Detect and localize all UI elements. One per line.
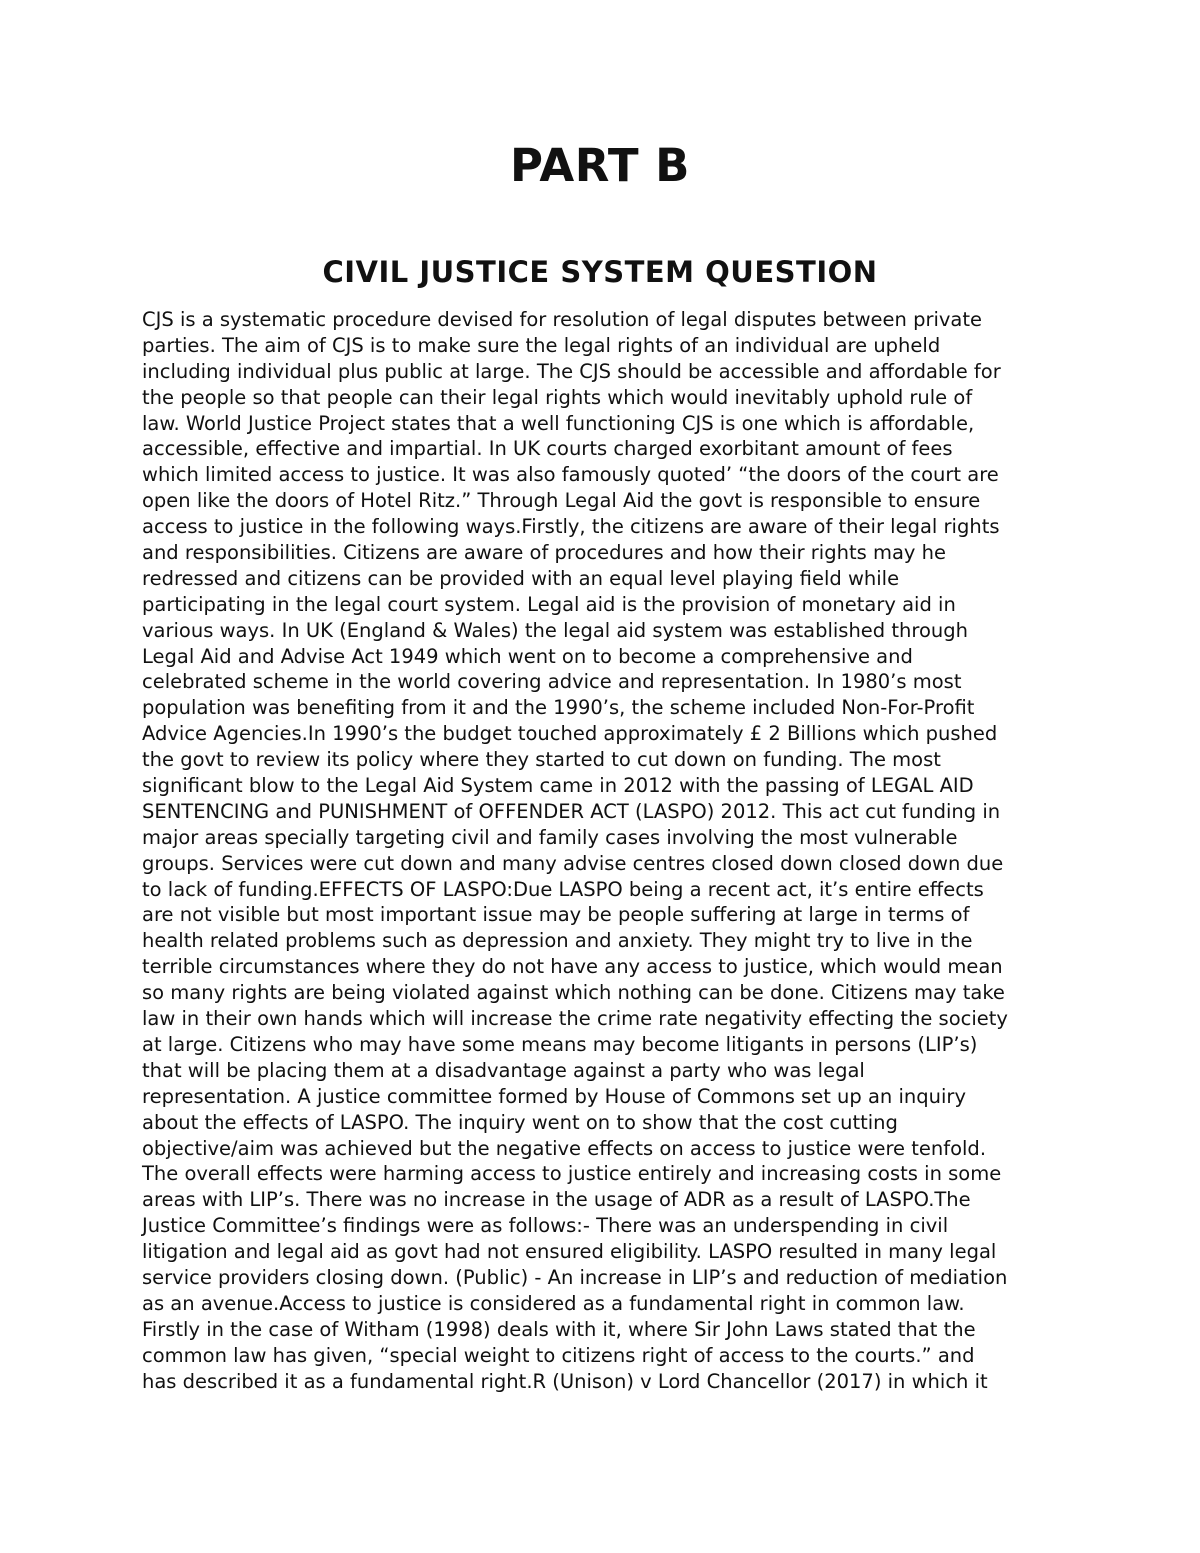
text-line: redressed and citizens can be provided with an equal level playing field while [142,566,900,590]
text-line: The overall effects were harming access to justice entirely and increasing costs in some [142,1162,1002,1186]
text-line: parties. The aim of CJS is to make sure the legal rights of an individual are upheld [142,333,941,357]
text-line: CJS is a systematic procedure devised for resolution of legal disputes between private [142,308,983,331]
text-line: accessible, effective and impartial. In UK courts charged exorbitant amount of fees [142,437,953,461]
text-line: population was benefiting from it and the 1990’s, the scheme included Non-For-Profit [142,696,975,720]
text-line: health related problems such as depression and anxiety. They might try to live in the [142,929,973,953]
body-paragraph [142,307,1082,1394]
text-line: major areas specially targeting civil and family cases involving the most vulnerable [142,825,958,849]
text-line: at large. Citizens who may have some means may become litigants in persons (LIP’s) [142,1032,978,1056]
text-line: so many rights are being violated against which nothing can be done. Citizens may take [142,981,1005,1005]
text-line: the govt to review its policy where they started to cut down on funding. The most [142,748,941,772]
text-line: objective/aim was achieved but the negative effects on access to justice were tenfold. [142,1136,987,1160]
text-line: access to justice in the following ways.Firstly, the citizens are aware of their legal rights [142,515,1000,539]
text-line: law. World Justice Project states that a well functioning CJS is one which is affordable, [142,411,975,435]
text-line: SENTENCING and PUNISHMENT of OFFENDER ACT (LASPO) 2012. This act cut funding in [142,799,1001,823]
text-line: about the effects of LASPO. The inquiry went on to show that the cost cutting [142,1110,898,1134]
text-line: representation. A justice committee formed by House of Commons set up an inquiry [142,1084,966,1108]
text-line: Justice Committee’s findings were as follows:- There was an underspending in civil [142,1214,949,1238]
part-title: PART B [510,139,690,192]
text-line: Advice Agencies.In 1990’s the budget touched approximately £ 2 Billions which pushed [142,722,998,746]
text-line: various ways. In UK (England & Wales) the legal aid system was established through [142,618,968,642]
text-line: including individual plus public at large. The CJS should be accessible and affordable for [142,359,1001,383]
text-line: that will be placing them at a disadvantage against a party who was legal [142,1058,865,1082]
section-title: CIVIL JUSTICE SYSTEM QUESTION [322,255,878,289]
text-line: open like the doors of Hotel Ritz.” Through Legal Aid the govt is responsible to ensure [142,489,981,513]
text-line: which limited access to justice. It was also famously quoted’ “the doors of the court are [142,463,999,487]
text-line: common law has given, “special weight to citizens right of access to the courts.” and [142,1343,975,1367]
text-line: to lack of funding.EFFECTS OF LASPO:Due LASPO being a recent act, it’s entire effects [142,877,984,901]
text-line: are not visible but most important issue may be people suffering at large in terms of [142,903,970,927]
text-line: as an avenue.Access to justice is considered as a fundamental right in common law. [142,1291,965,1315]
text-line: areas with LIP’s. There was no increase in the usage of ADR as a result of LASPO.The [142,1188,971,1212]
text-line: participating in the legal court system. Legal aid is the provision of monetary aid in [142,592,956,616]
text-line: and responsibilities. Citizens are aware of procedures and how their rights may he [142,541,946,565]
text-line: Legal Aid and Advise Act 1949 which went on to become a comprehensive and [142,644,913,668]
text-line: litigation and legal aid as govt had not ensured eligibility. LASPO resulted in many legal [142,1240,997,1264]
text-line: groups. Services were cut down and many advise centres closed down closed down due [142,851,1004,875]
text-line: service providers closing down. (Public) - An increase in LIP’s and reduction of mediation [142,1265,1008,1289]
text-line: Firstly in the case of Witham (1998) deals with it, where Sir John Laws stated that the [142,1317,976,1341]
text-line: celebrated scheme in the world covering advice and representation. In 1980’s most [142,670,962,694]
text-line: significant blow to the Legal Aid System came in 2012 with the passing of LEGAL AID [142,774,974,798]
text-line: the people so that people can their legal rights which would inevitably uphold rule of [142,385,973,409]
text-line: law in their own hands which will increase the crime rate negativity effecting the society [142,1007,1008,1031]
text-line: has described it as a fundamental right.R (Unison) v Lord Chancellor (2017) in which it [142,1369,988,1393]
text-line: terrible circumstances where they do not have any access to justice, which would mean [142,955,1003,979]
